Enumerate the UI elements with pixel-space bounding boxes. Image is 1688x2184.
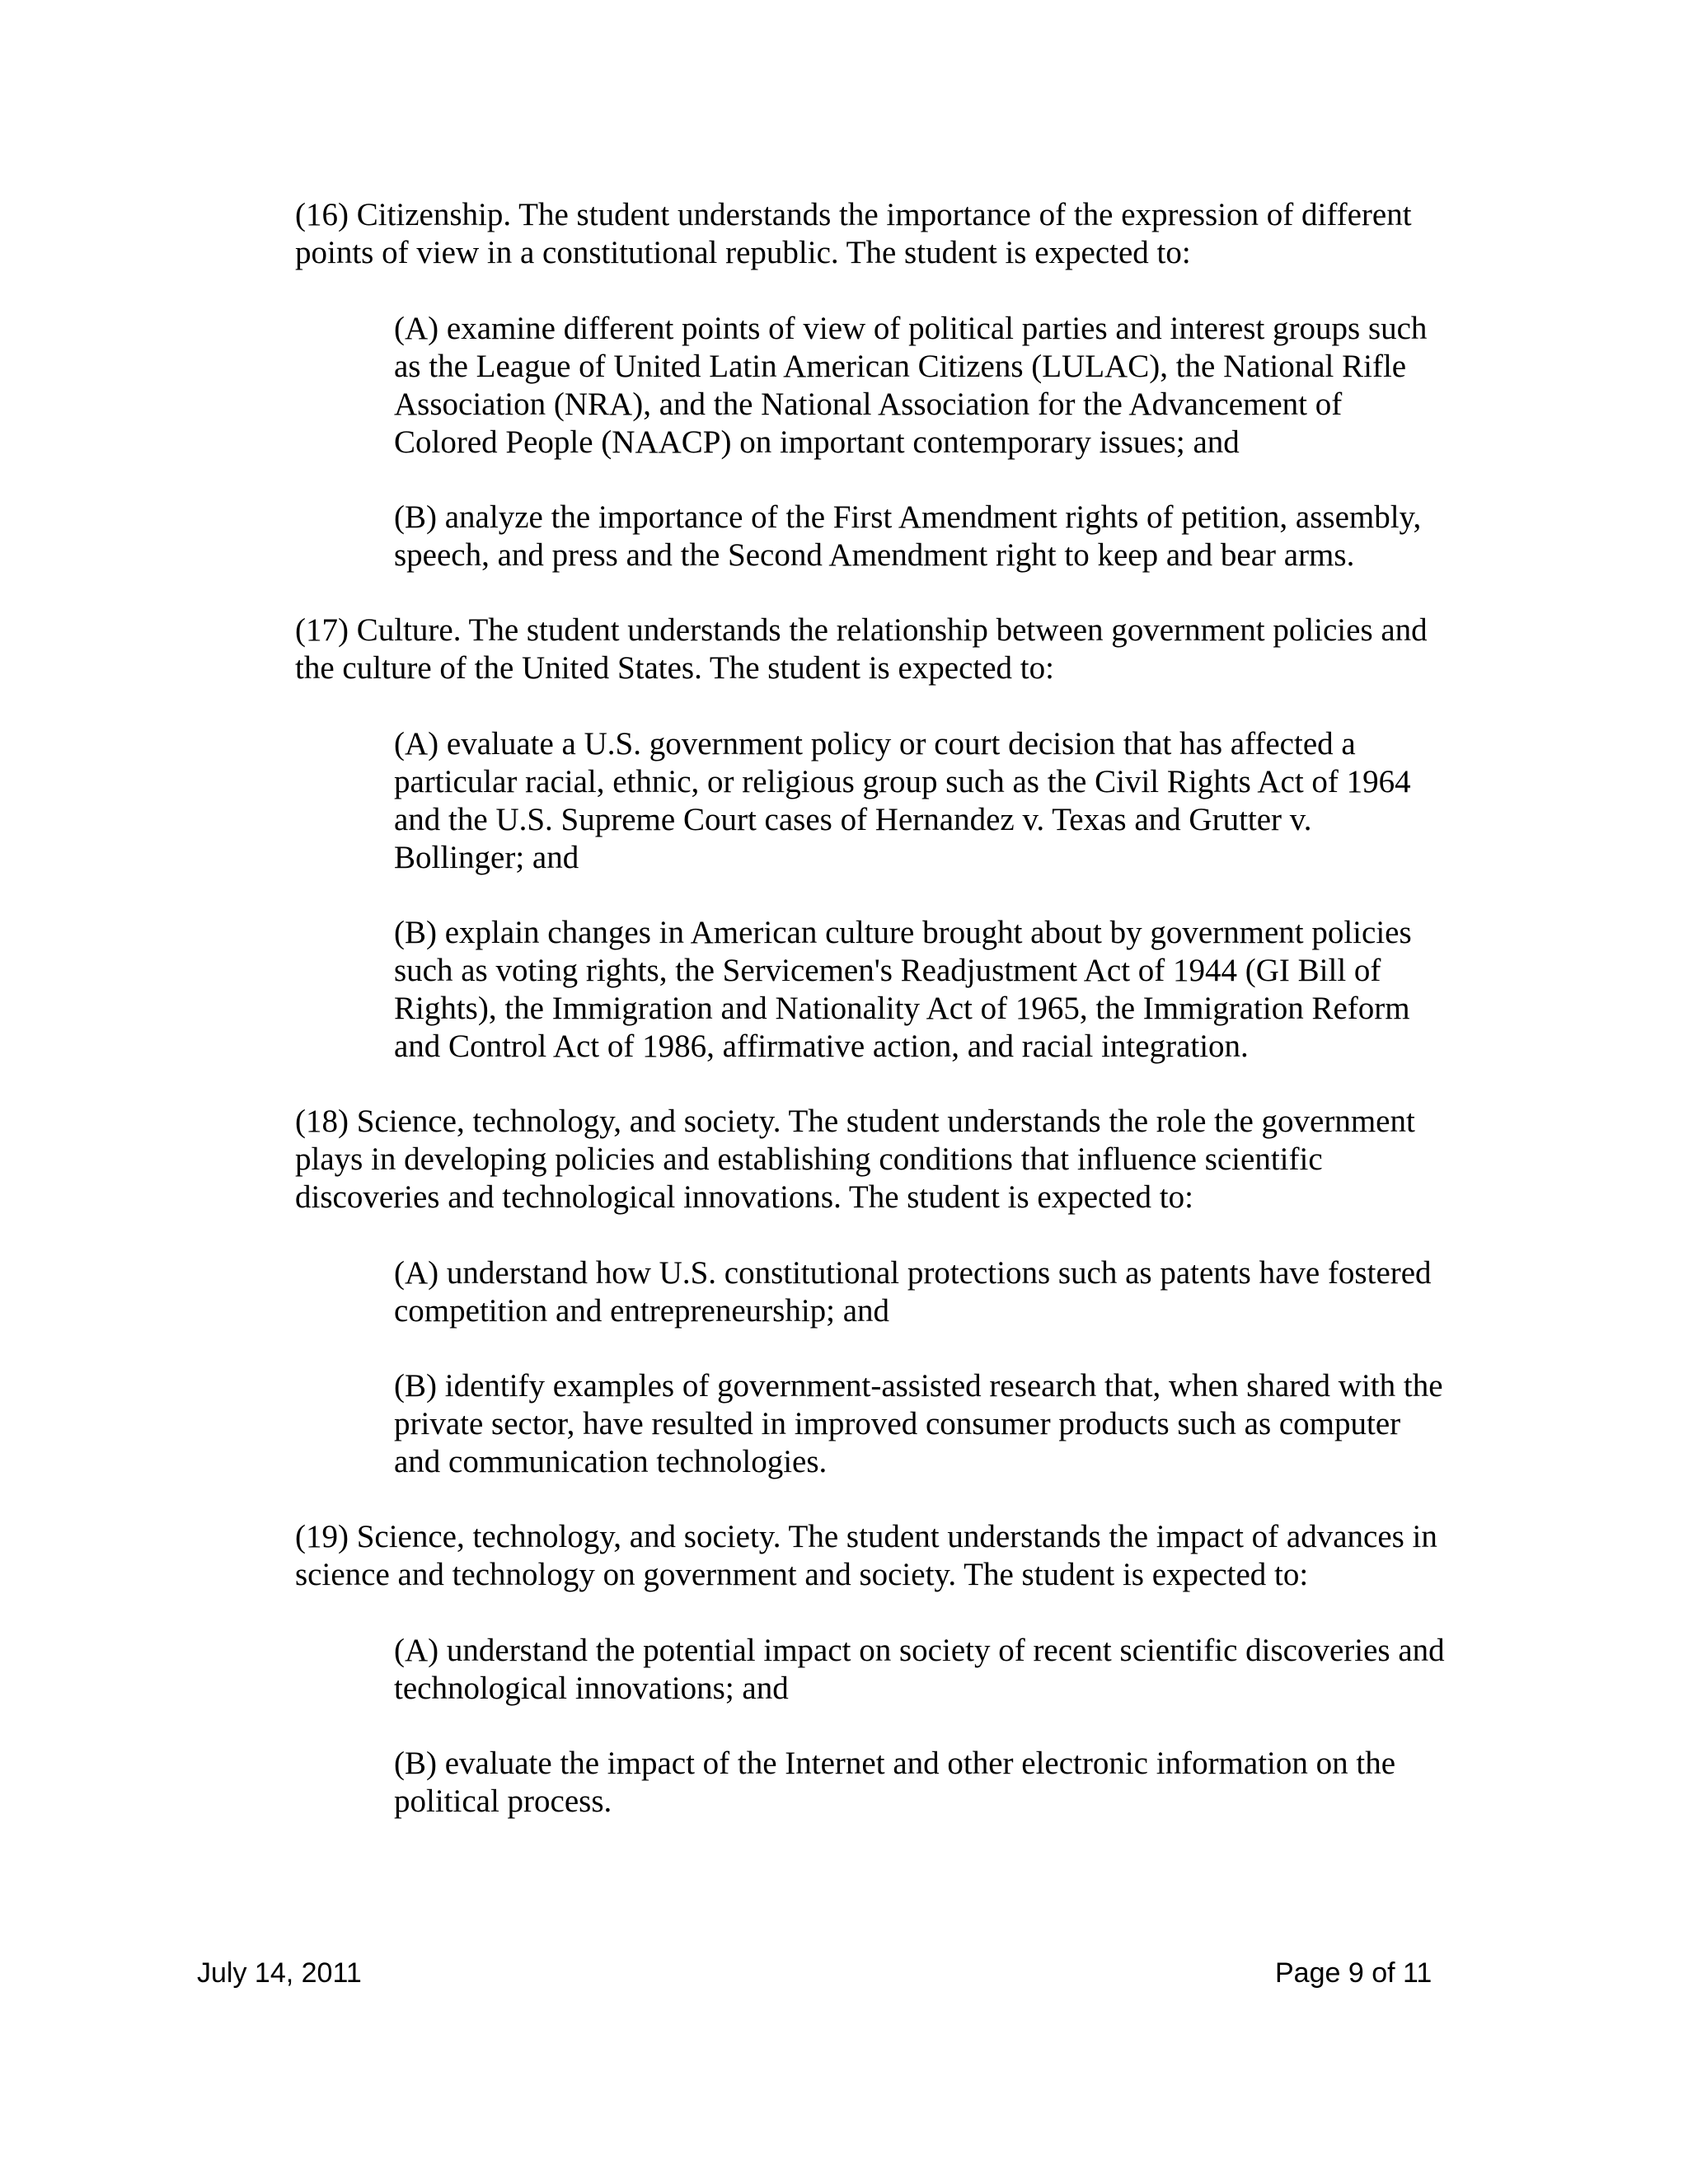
footer-page-number: Page 9 of 11 [1275,1957,1432,1989]
section-16-item-a: (A) examine different points of view of political parties and interest groups such as the League of United Latin American Citizens (LULAC), the National Rifle Association (NRA), and the National Association for the Advancement of Colored People (NAACP) on important contemporary issues; and [394,311,1428,460]
footer-date: July 14, 2011 [197,1957,362,1989]
section-17-item-b: (B) explain changes in American culture brought about by government policies such as voting rights, the Servicemen's Readjustment Act of 1944 (GI Bill of Rights), the Immigration and Nationality Act of 1965, the Immigration Reform and Control Act of 1986, affirmative action, and racial integration. [394,915,1412,1064]
section-18-heading: (18) Science, technology, and society. The student understands the role the government plays in developing policies and establishing conditions that influence scientific discoveries and technological innovations. The student is expected to: [295,1104,1415,1215]
section-18-item-a: (A) understand how U.S. constitutional protections such as patents have fostered competition and entrepreneurship; and [394,1255,1432,1329]
section-18-item-b: (B) identify examples of government-assisted research that, when shared with the private sector, have resulted in improved consumer products such as computer and communication technologies. [394,1368,1443,1479]
section-16-item-b: (B) analyze the importance of the First Amendment rights of petition, assembly, speech, and press and the Second Amendment right to keep and bear arms. [394,499,1422,573]
section-17-item-a: (A) evaluate a U.S. government policy or court decision that has affected a particular racial, ethnic, or religious group such as the Civil Rights Act of 1964 and the U.S. Supreme Court cases of Hernandez v. Texas and Grutter v. Bollinger; and [394,726,1411,875]
section-16-heading: (16) Citizenship. The student understands the importance of the expression of different points of view in a constitutional republic. The student is expected to: [295,197,1412,270]
section-19-item-b: (B) evaluate the impact of the Internet and other electronic information on the political process. [394,1746,1396,1819]
section-19-heading: (19) Science, technology, and society. The student understands the impact of advances in science and technology on government and society. The student is expected to: [295,1519,1437,1592]
section-19-item-a: (A) understand the potential impact on society of recent scientific discoveries and technological innovations; and [394,1633,1445,1706]
section-17-heading: (17) Culture. The student understands the relationship between government policies and the culture of the United States. The student is expected to: [295,612,1428,686]
